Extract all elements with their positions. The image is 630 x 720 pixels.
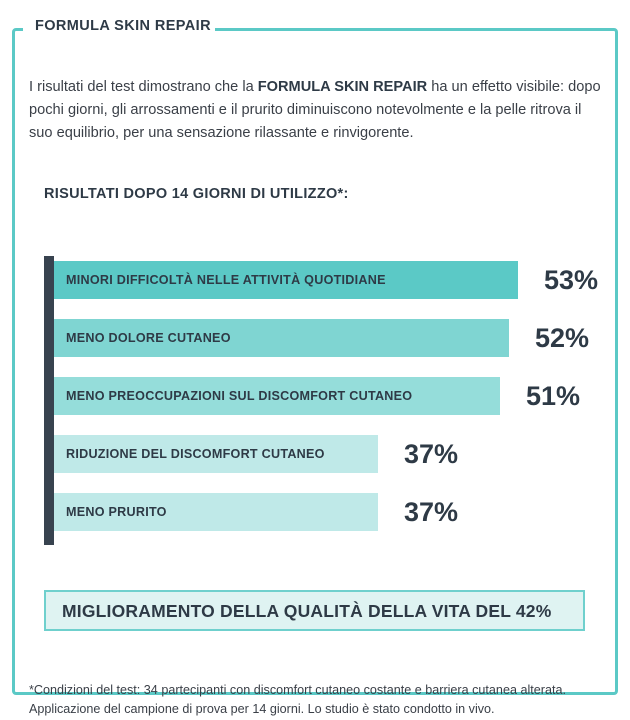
bar-row [54, 493, 498, 531]
bar-row [54, 319, 629, 357]
intro-paragraph [29, 76, 601, 145]
results-bar-chart [15, 231, 615, 526]
bar-row [54, 261, 630, 299]
formula-panel [12, 18, 618, 716]
intro-brand-name: FORMULA SKIN REPAIR [257, 78, 428, 95]
quality-of-life-callout-text: MIGLIORAMENTO DELLA QUALITÀ DELLA VITA DEL 42% [62, 601, 552, 621]
bar-category-label: RIDUZIONE DEL DISCOMFORT CUTANEO [66, 447, 325, 461]
bar-category-label: MINORI DIFFICOLTÀ NELLE ATTIVITÀ QUOTIDIANE [66, 273, 386, 287]
bar-value-label: 37% [404, 497, 459, 527]
bar-value-label: 53% [544, 265, 599, 295]
bar-category-label: MENO DOLORE CUTANEO [66, 331, 231, 345]
bar-category-label: MENO PREOCCUPAZIONI SUL DISCOMFORT CUTANEO [66, 389, 413, 403]
intro-text-part1: I risultati del test dimostrano che la [29, 78, 258, 95]
bar-value-label: 37% [404, 439, 459, 469]
bar-row [54, 377, 620, 415]
study-footnote: *Condizioni del test: 34 partecipanti con discomfort cutaneo costante e barriera cutanea alterata. Applicazione del campione di prova per 14 giorni. Lo studio è stato condotto in vivo. [29, 682, 566, 716]
bar-row [54, 435, 498, 473]
panel-legend-title: FORMULA SKIN REPAIR [31, 18, 215, 34]
bar-value-label: 52% [535, 323, 590, 353]
chart-heading: RISULTATI DOPO 14 GIORNI DI UTILIZZO*: [44, 186, 349, 202]
quality-of-life-callout [44, 590, 585, 631]
intro-text-part2: ha un effetto visibile: dopo pochi giorni, gli arrossamenti e il prurito diminuiscono notevolmente e la pelle ritrova il suo equilibrio, per una sensazione rilassante e rinvigorente. [29, 78, 601, 141]
bar-category-label: MENO PRURITO [66, 505, 167, 519]
bar-value-label: 51% [526, 381, 581, 411]
chart-axis-line [44, 256, 54, 545]
